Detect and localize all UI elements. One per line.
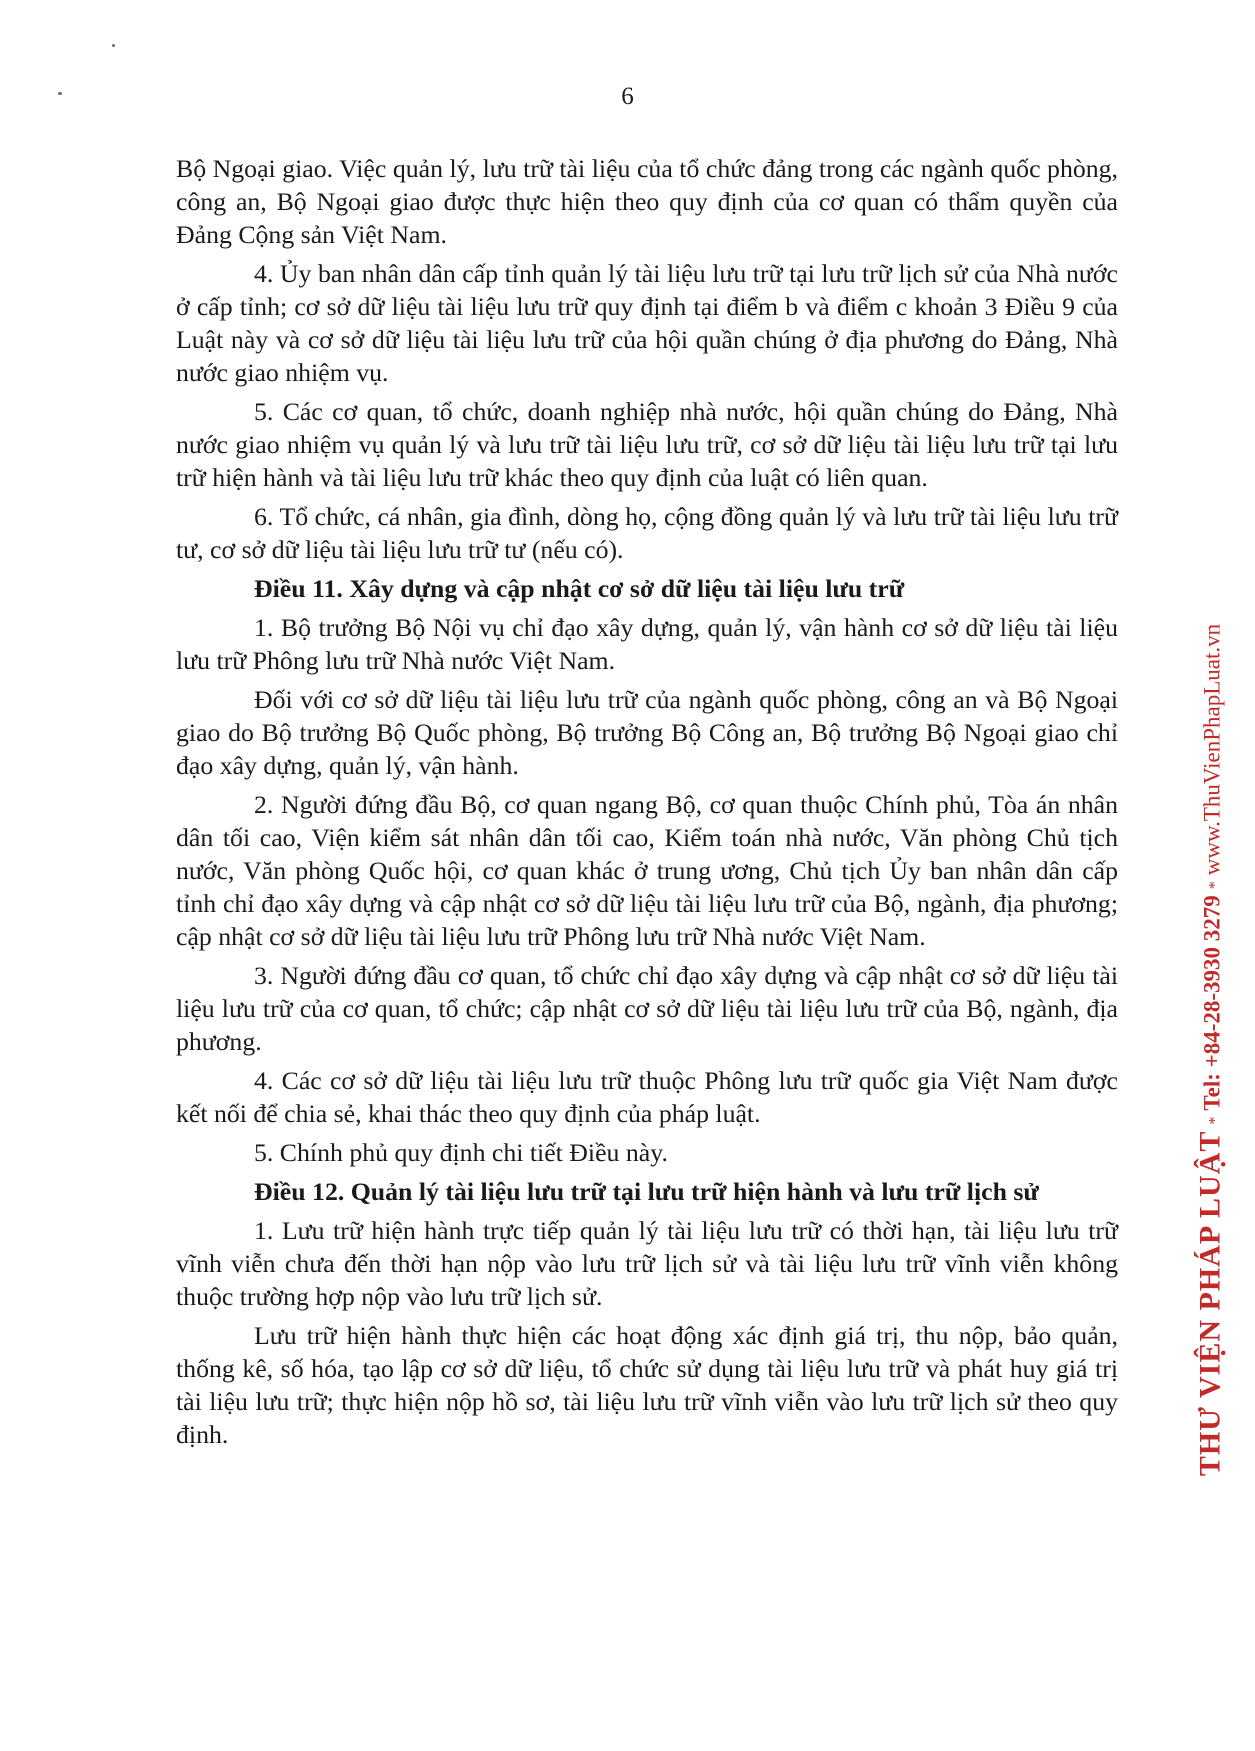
page-number: 6 [621, 83, 634, 110]
watermark-tel: Tel: +84-28-3930 3279 [1199, 895, 1225, 1111]
scan-speck [112, 44, 115, 47]
article-11-heading: Điều 11. Xây dựng và cập nhật cơ sở dữ liệu tài liệu lưu trữ [254, 574, 905, 603]
paragraph-art11-clause-1-sub: Đối với cơ sở dữ liệu tài liệu lưu trữ của ngành quốc phòng, công an và Bộ Ngoại giao do Bộ trưởng Bộ Quốc phòng, Bộ trưởng Bộ Công an, Bộ trưởng Bộ Ngoại giao chỉ đạo xây dựng, quản lý, vận hành. [176, 685, 1118, 780]
paragraph-art11-clause-4: 4. Các cơ sở dữ liệu tài liệu lưu trữ thuộc Phông lưu trữ quốc gia Việt Nam được kết nối để chia sẻ, khai thác theo quy định của pháp luật. [176, 1066, 1118, 1128]
side-watermark [1193, 623, 1229, 1477]
watermark-separator: * [1206, 1116, 1224, 1125]
watermark-brand: THƯ VIỆN PHÁP LUẬT [1193, 1130, 1227, 1477]
paragraph-art12-clause-1: 1. Lưu trữ hiện hành trực tiếp quản lý tài liệu lưu trữ có thời hạn, tài liệu lưu trữ vĩnh viễn chưa đến thời hạn nộp vào lưu trữ lịch sử và tài liệu lưu trữ vĩnh viễn không thuộc trường hợp nộp vào lưu trữ lịch sử. [176, 1216, 1118, 1311]
paragraph-clause-4: 4. Ủy ban nhân dân cấp tỉnh quản lý tài liệu lưu trữ tại lưu trữ lịch sử của Nhà nước ở cấp tỉnh; cơ sở dữ liệu tài liệu lưu trữ quy định tại điểm b và điểm c khoản 3 Điều 9 của Luật này và cơ sở dữ liệu tài liệu lưu trữ của hội quần chúng ở địa phương do Đảng, Nhà nước giao nhiệm vụ. [176, 259, 1118, 387]
paragraph-art11-clause-3: 3. Người đứng đầu cơ quan, tổ chức chỉ đạo xây dựng và cập nhật cơ sở dữ liệu tài liệu lưu trữ của cơ quan, tổ chức; cập nhật cơ sở dữ liệu tài liệu lưu trữ của Bộ, ngành, địa phương. [176, 961, 1118, 1056]
paragraph-clause-6: 6. Tổ chức, cá nhân, gia đình, dòng họ, cộng đồng quản lý và lưu trữ tài liệu lưu trữ tư, cơ sở dữ liệu tài liệu lưu trữ tư (nếu có). [176, 502, 1118, 564]
paragraph-continuation: Bộ Ngoại giao. Việc quản lý, lưu trữ tài liệu của tổ chức đảng trong các ngành quốc phòng, công an, Bộ Ngoại giao được thực hiện theo quy định của cơ quan có thẩm quyền của Đảng Cộng sản Việt Nam. [176, 154, 1118, 249]
watermark-site: www.ThuVienPhapLuat.vn [1199, 623, 1225, 876]
paragraph-art12-clause-1-sub: Lưu trữ hiện hành thực hiện các hoạt động xác định giá trị, thu nộp, bảo quản, thống kê, số hóa, tạo lập cơ sở dữ liệu, tổ chức sử dụng tài liệu lưu trữ và phát huy giá trị tài liệu lưu trữ; thực hiện nộp hồ sơ, tài liệu lưu trữ vĩnh viễn vào lưu trữ lịch sử theo quy định. [176, 1321, 1118, 1449]
paragraph-art11-clause-2: 2. Người đứng đầu Bộ, cơ quan ngang Bộ, cơ quan thuộc Chính phủ, Tòa án nhân dân tối cao, Viện kiểm sát nhân dân tối cao, Kiểm toán nhà nước, Văn phòng Chủ tịch nước, Văn phòng Quốc hội, cơ quan khác ở trung ương, Chủ tịch Ủy ban nhân dân cấp tỉnh chỉ đạo xây dựng và cập nhật cơ sở dữ liệu tài liệu lưu trữ của Bộ, ngành, địa phương; cập nhật cơ sở dữ liệu tài liệu lưu trữ Phông lưu trữ Nhà nước Việt Nam. [176, 790, 1118, 951]
paragraph-clause-5: 5. Các cơ quan, tổ chức, doanh nghiệp nhà nước, hội quần chúng do Đảng, Nhà nước giao nhiệm vụ quản lý và lưu trữ tài liệu lưu trữ, cơ sở dữ liệu tài liệu lưu trữ tại lưu trữ hiện hành và tài liệu lưu trữ khác theo quy định của luật có liên quan. [176, 397, 1118, 492]
document-body [176, 152, 1118, 1457]
scan-speck [58, 92, 62, 95]
paragraph-art11-clause-1: 1. Bộ trưởng Bộ Nội vụ chỉ đạo xây dựng, quản lý, vận hành cơ sở dữ liệu tài liệu lưu trữ Phông lưu trữ Nhà nước Việt Nam. [176, 613, 1118, 675]
watermark-separator-2: * [1206, 881, 1224, 890]
article-12-heading: Điều 12. Quản lý tài liệu lưu trữ tại lưu trữ hiện hành và lưu trữ lịch sử [254, 1177, 1039, 1206]
paragraph-art11-clause-5: 5. Chính phủ quy định chi tiết Điều này. [254, 1138, 668, 1167]
